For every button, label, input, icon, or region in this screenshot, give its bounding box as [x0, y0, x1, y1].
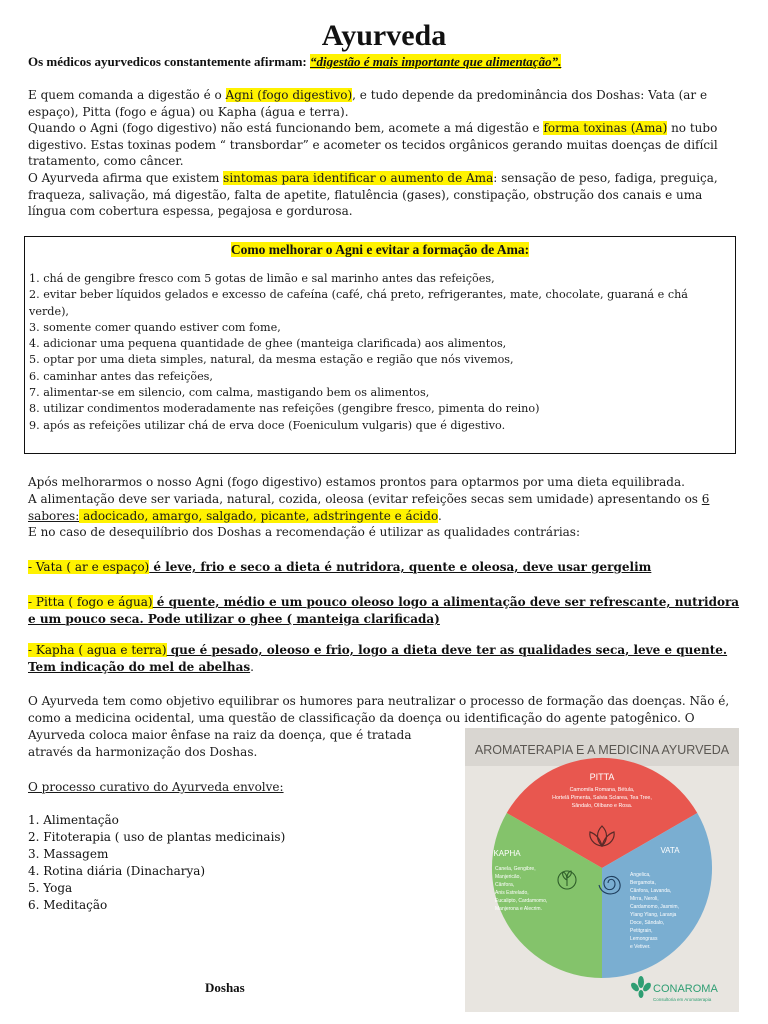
vata-oils-1: Angelica, — [630, 872, 651, 878]
list-item: 7. alimentar-se em silencio, com calma, mastigando bem os alimentos, — [29, 386, 430, 400]
kapha-oils-6: Manjerona e Alecrim. — [495, 906, 542, 912]
process-steps-list — [28, 812, 285, 914]
list-item: 6. caminhar antes das refeições, — [29, 369, 213, 383]
list-item: 3. somente comer quando estiver com fome, — [29, 320, 281, 334]
pitta-oils-2: Hortelã Pimenta, Salvia Sclarea, Tea Tree, — [552, 795, 652, 801]
agni-tips-box — [24, 236, 736, 454]
dosha-vata-text: é leve, frio e seco a dieta é nutridora, quente e oleosa, deve usar gergelim — [149, 560, 652, 574]
list-item: 1. Alimentação — [28, 813, 119, 827]
infographic-title: AROMATERAPIA E A MEDICINA AYURVEDA — [474, 743, 730, 757]
dosha-vata-label: - Vata ( ar e espaço) — [28, 560, 150, 574]
list-item: 4. Rotina diária (Dinacharya) — [28, 864, 206, 878]
pitta-label: PITTA — [589, 772, 615, 782]
highlight-ama: forma toxinas (Ama) — [543, 121, 668, 136]
vata-label: VATA — [660, 846, 680, 855]
para2-text-a: Quando o Agni (fogo digestivo) não está funcionando bem, acomete a má digestão e — [28, 121, 544, 136]
paragraph-agni — [28, 87, 744, 220]
paragraph-diet — [28, 474, 744, 541]
diet-line-2a: A alimentação deve ser variada, natural, cozida, oleosa (evitar refeições secas sem umidade) apresentando os — [28, 491, 702, 506]
list-item: 1. chá de gengibre fresco com 5 gotas de limão e sal marinho antes das refeições, — [29, 272, 495, 285]
highlight-agni: Agni (fogo digestivo) — [225, 88, 353, 102]
dosha-pitta-text: é quente, médio e um pouco oleoso logo a alimentação deve ser refrescante, nutridora e um pouco seca. Pode utilizar o ghee ( manteiga clarificada) — [28, 595, 740, 626]
doshas-caption: Doshas — [205, 980, 245, 995]
vata-oils-9: Lemongrass — [630, 936, 658, 942]
kapha-oils-4: Anis Estrelado, — [495, 890, 529, 896]
agni-tips-title — [25, 241, 735, 259]
para3-text-b: : sensação de peso, fadiga, preguiça, fraqueza, salivação, má digestão, falta de apetite, flatulência (gases), constipação, obstrução dos canais e uma língua com cobertura espessa, pegajosa e gordurosa. — [28, 170, 718, 219]
dosha-pitta-label: - Pitta ( fogo e água) — [28, 595, 153, 609]
kapha-oils-5: Eucalipto, Cardamomo, — [495, 898, 548, 904]
pitta-oils-3: Sândalo, Olíbano e Rosa. — [571, 803, 633, 809]
list-item: 9. após as refeições utilizar chá de erva doce (Foeniculum vulgaris) que é digestivo. — [29, 418, 506, 432]
vata-oils-2: Bergamota, — [630, 880, 656, 886]
dosha-kapha-text: que é pesado, oleoso e frio, logo a dieta deve ter as qualidades seca, leve e quente. Tem indicação do mel de abelhas — [28, 643, 728, 674]
vata-oils-4: Mirra, Neroli, — [630, 896, 659, 902]
vata-oils-5: Cardamomo, Jasmim, — [630, 904, 679, 910]
list-item: 5. Yoga — [28, 881, 73, 895]
objective-line-1: O Ayurveda tem como objetivo equilibrar os humores para neutralizar o processo de formação das doenças. Não é, como a medicina ocidental, uma questão de classificação da doença ou identificação do agente patogênico. O — [28, 694, 730, 725]
dosha-kapha-end: . — [250, 660, 254, 674]
kapha-oils-2: Manjericão, — [495, 874, 521, 880]
intro-quote: “digestão é mais importante que alimentação”. — [309, 54, 562, 69]
vata-oils-3: Cânfora, Lavanda, — [630, 888, 672, 894]
sabores-label: 6 sabores: — [28, 491, 710, 523]
list-item: 2. evitar beber líquidos gelados e excesso de cafeína (café, chá preto, refrigerantes, mate, chocolate, guaraná e chá verde), — [29, 288, 688, 318]
para1-text-a: E quem comanda a digestão é o — [28, 88, 226, 102]
list-item: 3. Massagem — [28, 847, 109, 861]
kapha-oils-3: Cânfora, — [495, 882, 515, 888]
intro-lead: Os médicos ayurvedicos constantemente afirmam: — [28, 54, 310, 69]
brand-name: CONAROMA — [653, 983, 718, 995]
intro-line — [28, 53, 744, 71]
agni-tips-list — [29, 271, 729, 434]
list-item: 6. Meditação — [28, 898, 108, 912]
process-heading: O processo curativo do Ayurveda envolve: — [28, 780, 284, 794]
agni-tips-title-text: Como melhorar o Agni e evitar a formação de Ama: — [230, 242, 530, 257]
dosha-vata-recommendation — [28, 559, 744, 576]
para3-text-a: O Ayurveda afirma que existem — [28, 170, 224, 185]
kapha-label: KAPHA — [493, 849, 521, 858]
list-item: 5. optar por uma dieta simples, natural, da mesma estação e região que nós vivemos, — [29, 353, 514, 367]
brand-subtitle: Consultoria em Aromaterapia — [653, 997, 712, 1002]
page-title: Ayurveda — [321, 19, 447, 52]
objective-line-3: através da harmonização dos Doshas. — [28, 745, 258, 759]
dosha-kapha-recommendation — [28, 642, 744, 676]
objective-line-2: Ayurveda coloca maior ênfase na raiz da doença, que é tratada — [28, 728, 412, 742]
diet-line-2b: . — [437, 508, 442, 523]
vata-oils-10: e Vetiver. — [630, 944, 651, 950]
vata-oils-8: Petitgrain, — [630, 928, 653, 934]
diet-line-3: E no caso de desequilíbrio dos Doshas a recomendação é utilizar as qualidades contrárias: — [28, 525, 581, 540]
para1-text-b: , e tudo depende da predominância dos Doshas: Vata (ar e espaço), Pitta (fogo e água) ou Kapha (água e terra). — [28, 88, 708, 119]
aromatherapy-infographic — [465, 728, 739, 1012]
highlight-sintomas: sintomas para identificar o aumento de Ama — [223, 170, 494, 185]
dosha-kapha-label: - Kapha ( agua e terra) — [28, 643, 167, 657]
list-item: 8. utilizar condimentos moderadamente nas refeições (gengibre fresco, pimenta do reino) — [29, 402, 540, 416]
highlight-sabores: adocicado, amargo, salgado, picante, adstringente e ácido — [79, 508, 438, 523]
vata-oils-6: Ylang Ylang, Laranja — [630, 912, 677, 918]
kapha-oils-1: Canela, Gengibre, — [495, 866, 536, 872]
para2-text-b: no tubo digestivo. Estas toxinas podem “ transbordar” e acometer os tecidos orgânicos gerando muitas doenças de difícil tratamento, como câncer. — [28, 121, 718, 169]
diet-line-1: Após melhorarmos o nosso Agni (fogo digestivo) estamos prontos para optarmos por uma dieta equilibrada. — [28, 475, 685, 489]
pitta-oils-1: Camomila Romana, Bétula, — [569, 787, 635, 793]
dosha-pitta-recommendation — [28, 594, 744, 628]
vata-oils-7: Doce, Sândalo, — [630, 920, 665, 926]
list-item: 4. adicionar uma pequena quantidade de ghee (manteiga clarificada) aos alimentos, — [29, 337, 507, 351]
list-item: 2. Fitoterapia ( uso de plantas medicinais) — [28, 830, 286, 844]
